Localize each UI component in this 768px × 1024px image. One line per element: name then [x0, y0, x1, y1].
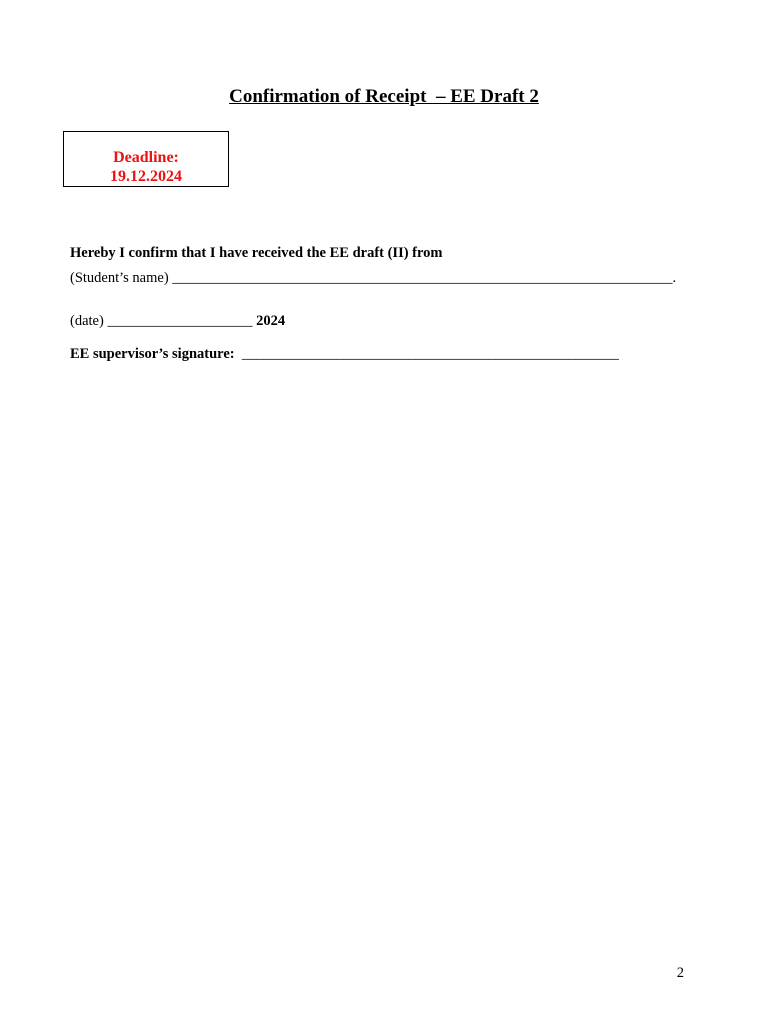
- signature-field[interactable]: ____________________________________________________: [241, 346, 619, 362]
- page-title: Confirmation of Receipt – EE Draft 2: [229, 86, 539, 107]
- date-field[interactable]: ____________________: [107, 313, 253, 329]
- date-label: (date): [70, 313, 104, 329]
- deadline-box: [63, 131, 229, 187]
- student-name-field[interactable]: _____________________________________________________________________.: [172, 270, 677, 286]
- page-number: 2: [676, 965, 684, 981]
- date-year: 2024: [256, 313, 286, 329]
- student-name-line: [70, 269, 676, 287]
- date-line: [70, 312, 285, 330]
- signature-line: [70, 345, 619, 363]
- deadline-label: Deadline:: [113, 149, 179, 166]
- confirmation-statement: Hereby I confirm that I have received the EE draft (II) from: [70, 245, 443, 261]
- signature-label: EE supervisor’s signature:: [70, 346, 235, 362]
- deadline-date: 19.12.2024: [110, 168, 182, 185]
- student-name-label: (Student’s name): [70, 270, 169, 286]
